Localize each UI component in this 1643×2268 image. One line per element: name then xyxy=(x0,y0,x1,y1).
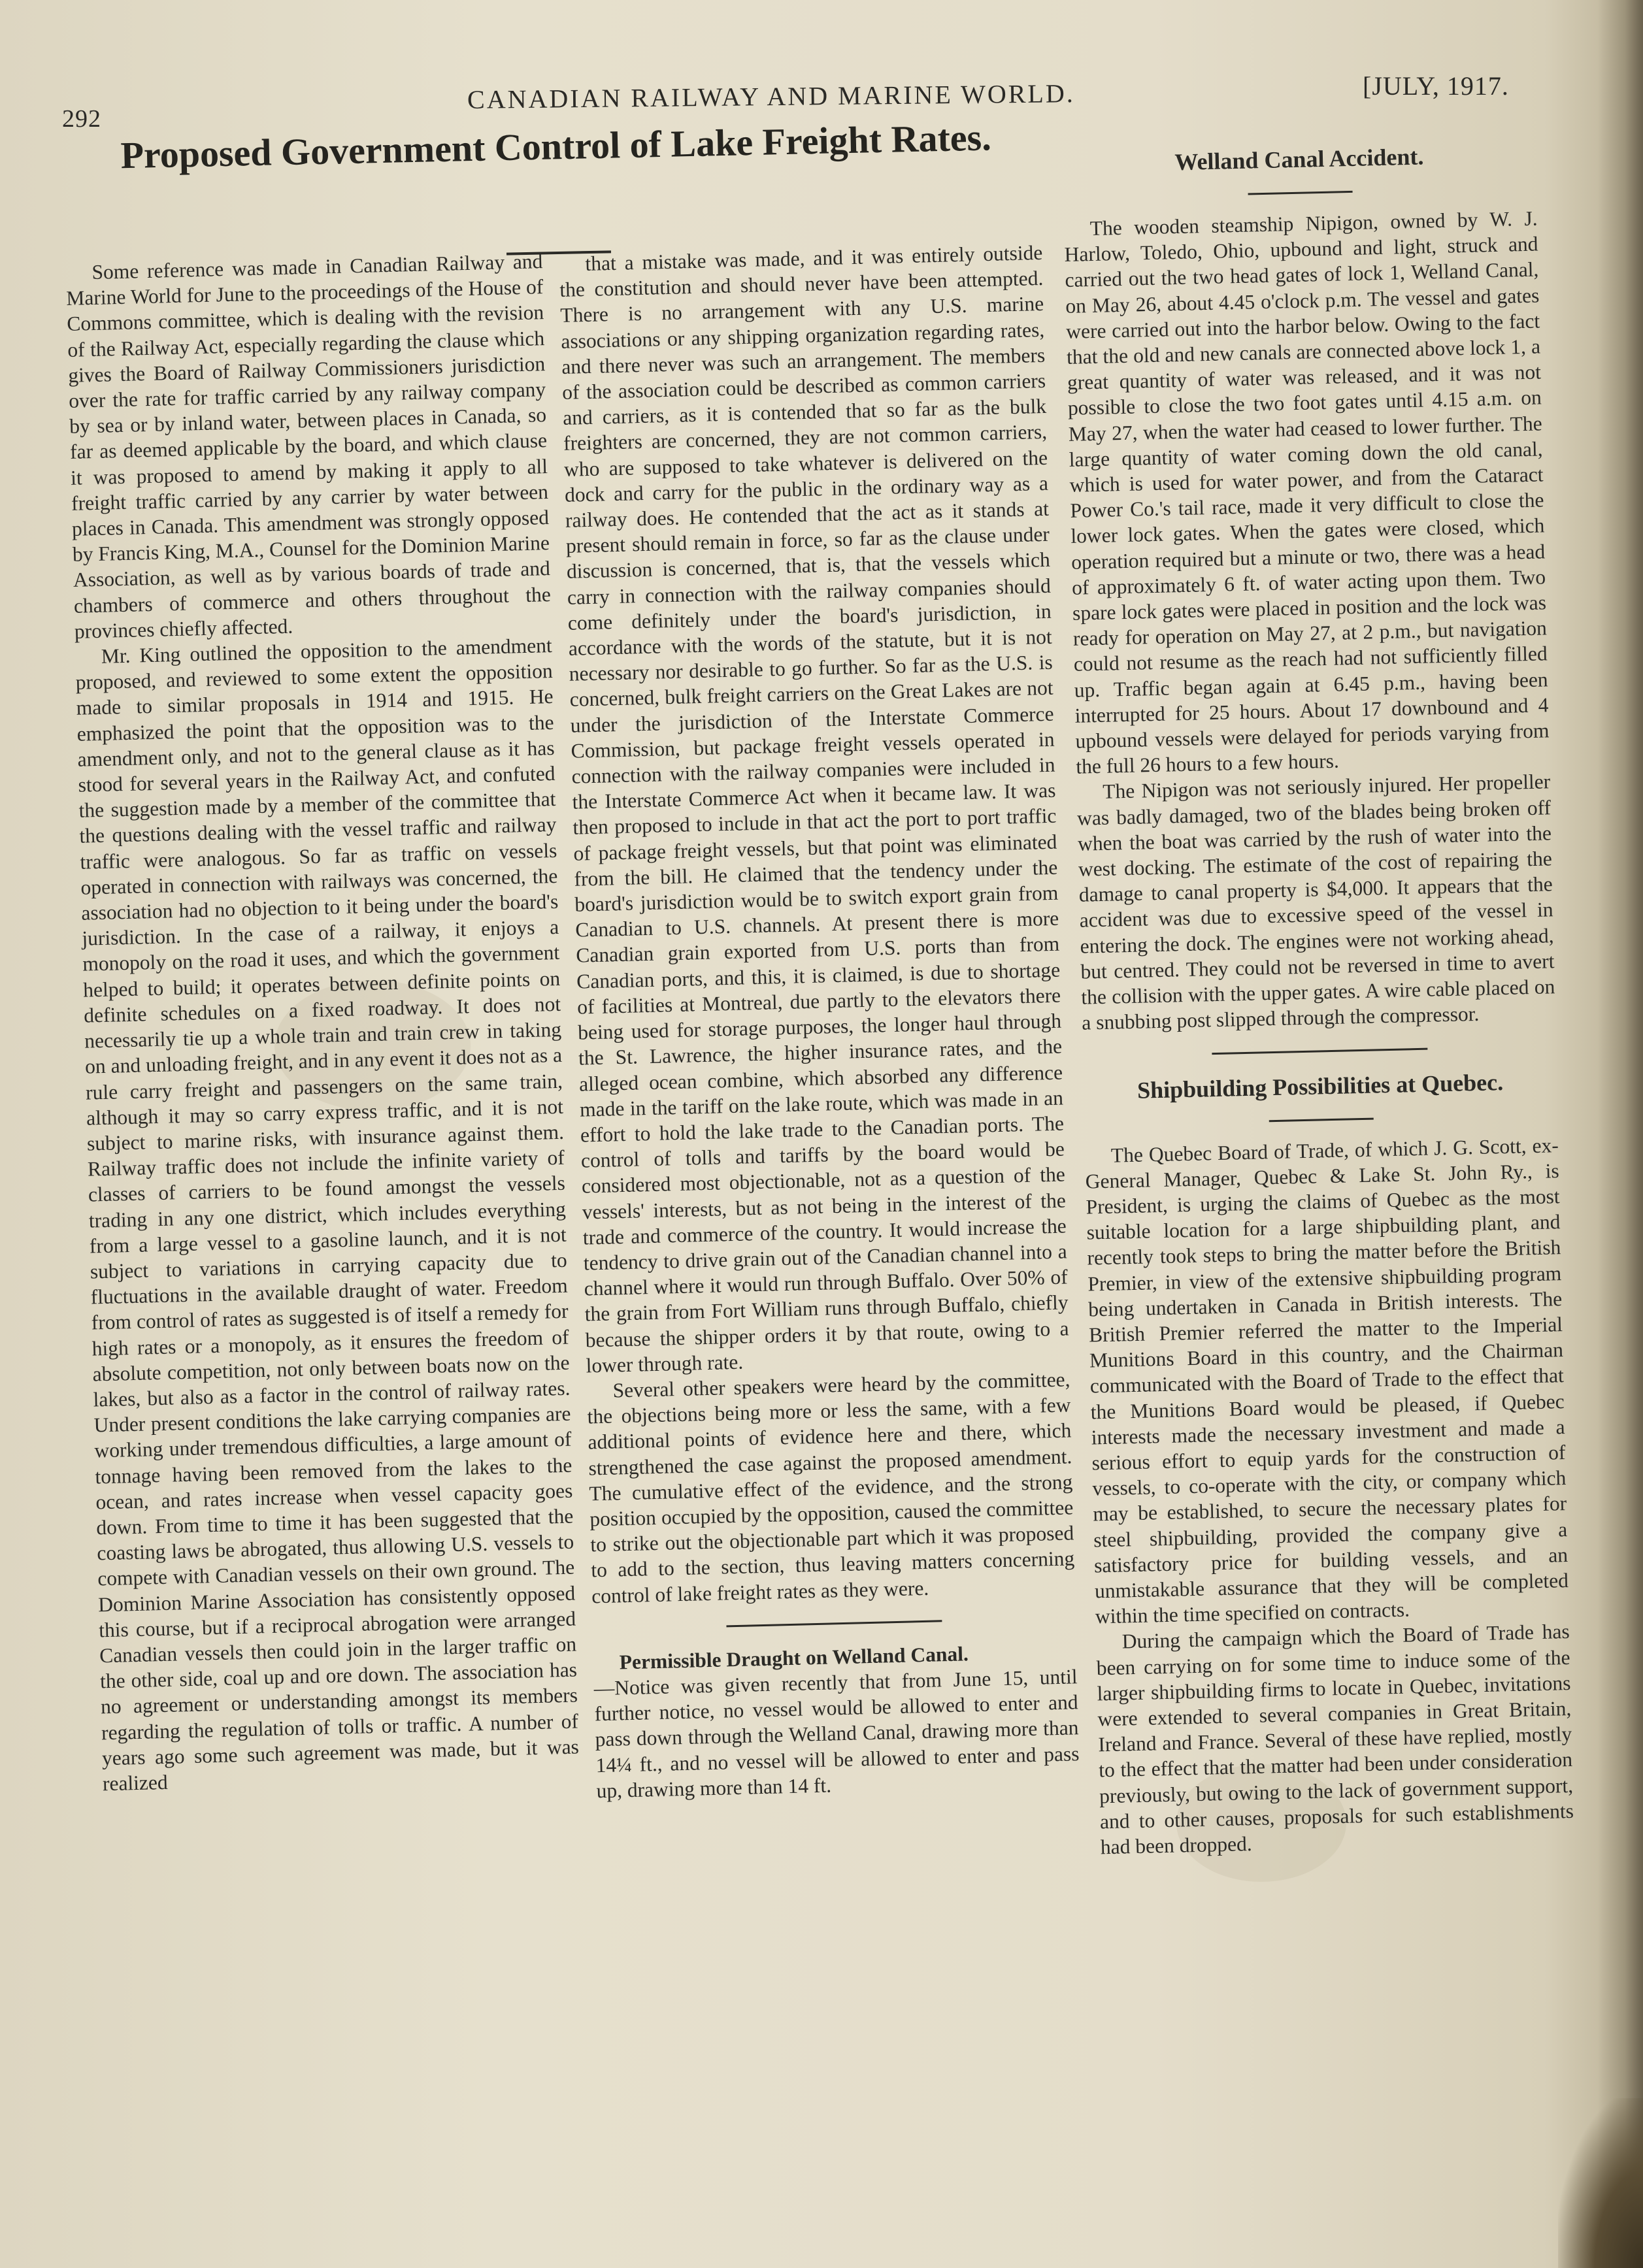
welland-accident-headline: Welland Canal Accident. xyxy=(1174,143,1424,176)
article-paragraph: Some reference was made in Canadian Railway and Marine World for June to the proceedings of the House of Commons committee, which is dealing with the revision of the Railway Act, especially regarding the clause which gives the Board of Railway Commissioners jurisdiction over the rate for traffic carried by any railway company by sea or by inland water, between places in Canada, so far as deemed applicable by the board, and which clause it was proposed to amend by making it apply to all freight traffic carried by any carrier by water between places in Canada. This amendment was strongly opposed by Francis King, M.A., Counsel for the Dominion Marine Association, as well as by various boards of trade and chambers of commerce and others throughout the provinces chiefly affected. xyxy=(66,250,552,643)
page-number: 292 xyxy=(62,105,101,133)
article-paragraph: During the campaign which the Board of Trade has been carrying on for some time to induce some of the larger shipbuilding firms to locate in Quebec, invitations were extended to several companies in Great Britain, Ireland and France. Several of these have replied, mostly to the effect that the matter had been under consideration previously, but owing to the lack of government support, and to other causes, proposals for such establishments had been dropped. xyxy=(1096,1620,1574,1859)
publication-title: CANADIAN RAILWAY AND MARINE WORLD. xyxy=(467,78,1075,114)
headline-rule xyxy=(1248,191,1352,195)
draught-notice-headline: Permissible Draught on Welland Canal. xyxy=(619,1642,969,1674)
article-paragraph: The Quebec Board of Trade, of which J. G. Scott, ex-General Manager, Quebec & Lake St. John Ry., is President, is urging the claims of Quebec as the most suitable location for a large shipbuilding plant, and recently took steps to bring the matter before the British Premier, in view of the extensive shipbuilding program being undertaken in Canada in British interests. The British Premier referred the matter to the Imperial Munitions Board in this country, and the Chairman communicated with the Board of Trade to the effect that the Munitions Board would be pleased, if Quebec interests made the necessary investment and made a serious effort to equip yards for the construction of vessels, to co-operate with the city, or company which may be established, to secure the necessary plates for steel shipbuilding, provided the company give a satisfactory price for building vessels, and an unmistakable assurance that they will be completed within the time specified on contracts. xyxy=(1085,1133,1569,1628)
page-corner-shadow xyxy=(1558,2098,1643,2268)
draught-notice xyxy=(593,1638,1080,1803)
headline-rule xyxy=(1269,1117,1373,1122)
article-paragraph: Mr. King outlined the opposition to the amendment proposed, and reviewed to some extent the opposition made to similar proposals in 1914 and 1915. He emphasized the point that the opposition was to the amendment only, and not to the general clause as it has stood for several years in the Railway Act, and confuted the suggestion made by a member of the committee that the questions dealing with the vessel traffic and railway traffic were analogous. So far as traffic on vessels operated in connection with railways was concerned, the association had no objection to it being under the board's jurisdiction. In the case of a railway, it enjoys a monopoly on the road it uses, and which the government helped to build; it operates between definite points on definite schedules on a fixed roadway. It does not necessarily tie up a whole train and train crew in taking on and unloading freight, and in any event it does not as a rule carry freight and passengers on the same train, although it may so carry express traffic, and it is not subject to marine risks, with insurance against them. Railway traffic does not include the infinite variety of classes of carriers to be found amongst the vessels trading in any one district, which includes everything from a large vessel to a gasoline launch, and it is not subject to variations in carrying capacity due to fluctuations in the available draught of water. Freedom from control of rates as suggested is of itself a remedy for high rates or a monopoly, as it ensures the freedom of absolute competition, not only between boats now on the lakes, but also as a factor in the control of railway rates. Under present conditions the lake carrying companies are working under tremendous difficulties, a large amount of tonnage having been removed from the lakes to the ocean, and rates increase when vessel capacity goes down. From time to time it has been suggested that the coasting laws be abrogated, thus allowing U.S. vessels to compete with Canadian vessels on their own ground. The Dominion Marine Association has consistently opposed this course, but if a reciprocal abrogation were arranged Canadian vessels then could join in the larger traffic on the other side, coal up and ore down. The association has no agreement or understanding amongst its members regarding the regulation of tolls or traffic. A number of years ago some such agreement was made, but it was realized xyxy=(75,634,580,1796)
column-2 xyxy=(559,240,1080,1803)
issue-date: [JULY, 1917. xyxy=(1363,71,1509,101)
main-article-headline: Proposed Government Control of Lake Freight Rates. xyxy=(120,116,992,177)
article-paragraph: Several other speakers were heard by the committee, the objections being more or less the same, with a few additional points of evidence here and there, which strengthened the case against the proposed amendment. The cumulative effect of the evidence, and the strong position occupied by the opposition, caused the committee to strike out the objectionable part which it was proposed to add to the section, thus leaving matters concerning control of lake freight rates as they were. xyxy=(587,1368,1075,1607)
column-1 xyxy=(65,248,580,1796)
article-paragraph: that a mistake was made, and it was entirely outside the constitution and should never have been attempted. There is no arrangement with any U.S. marine associations or any shipping organization regarding rates, and there never was such an arrangement. The members of the association could be described as common carriers and carriers, as it is contended that so far as the bulk freighters are concerned, they are not common carriers, who are supposed to take whatever is delivered on the dock and carry for the public in the ordinary way as a railway does. He contended that the act as it stands at present should remain in force, so far as the clause under discussion is concerned, that is, that the vessels which carry in connection with the railway companies should come definitely under the board's jurisdiction, in accordance with the words of the statute, but it is not necessary nor desirable to go further. So far as the U.S. is concerned, bulk freight carriers on the Great Lakes are not under the jurisdiction of the Interstate Commerce Commission, but package freight vessels operated in connection with the railway companies were included in the Interstate Commerce Act when it became law. It was then proposed to include in that act the port to port traffic of package freight vessels, but that point was eliminated from the bill. He claimed that the tendency under the board's jurisdiction would be to switch export grain from Canadian to U.S. channels. At present there is more Canadian grain exported from U.S. ports than from Canadian ports, and this, it is claimed, is due to shortage of facilities at Montreal, due partly to the elevators there being used for storage purposes, the longer haul through the St. Lawrence, the higher insurance rates, and the alleged ocean combine, which absorbed any difference made in the tariff on the lake route, which was made in an effort to hold the lake trade to the Canadian ports. The control of tolls and tariffs by the board would be considered most objectionable, not as a question of the vessels' interests, but as not being in the interest of the trade and commerce of the country. It would increase the tendency to drive grain out of the Canadian channel into a channel where it would run through Buffalo. Over 50% of the grain from Fort William runs through Buffalo, chiefly because the shipper orders it by that route, owing to a lower through rate. xyxy=(559,240,1069,1377)
section-divider xyxy=(726,1620,942,1627)
column-3 xyxy=(1062,140,1574,1860)
section-divider xyxy=(1212,1047,1427,1054)
binding-shadow xyxy=(1597,0,1643,2268)
page-header xyxy=(62,71,1526,133)
draught-notice-body: —Notice was given recently that from June 15, until further notice, no vessel would be allowed to enter and pass down through the Welland Canal, drawing more than 14¼ ft., and no vessel will be allowed to enter and pass up, drawing more than 14 ft. xyxy=(593,1665,1080,1803)
article-paragraph: The wooden steamship Nipigon, owned by W. J. Harlow, Toledo, Ohio, upbound and light, struck and carried out the two head gates of lock 1, Welland Canal, on May 26, about 4.45 o'clock p.m. The vessel and gates were carried out into the harbor below. Owing to the fact that the old and new canals are connected above lock 1, a great quantity of water was released, and it was not possible to close the two foot gates until 4.15 a.m. on May 27, when the water had ceased to lower further. The large quantity of water coming down the old canal, which is used for water power, and from the Cataract Power Co.'s tail race, made it very difficult to close the lower lock gates. When the gates were closed, which operation required but a minute or two, there was a head of approximately 6 ft. of water acting upon them. Two spare lock gates were placed in position and the lock was ready for operation on May 27, at 2 p.m., but navigation could not resume as the reach had not sufficiently filled up. Traffic began again at 6.45 p.m., having been interrupted for 25 hours. About 17 downbound and 4 upbound vessels were delayed for periods varying from the full 26 hours to a few hours. xyxy=(1064,206,1550,779)
quebec-shipbuilding-headline: Shipbuilding Possibilities at Quebec. xyxy=(1137,1068,1504,1104)
article-paragraph: The Nipigon was not seriously injured. Her propeller was badly damaged, two of the blades being broken off when the boat was carried by the rush of water into the west docking. The estimate of the cost of repairing the damage to canal property is $4,000. It appears that the accident was due to excessive speed of the vessel in entering the dock. The engines were not working ahead, but centred. They could not be reversed in time to avert the collision with the upper gates. A wire cable placed on a snubbing post slipped through the compressor. xyxy=(1076,770,1555,1034)
